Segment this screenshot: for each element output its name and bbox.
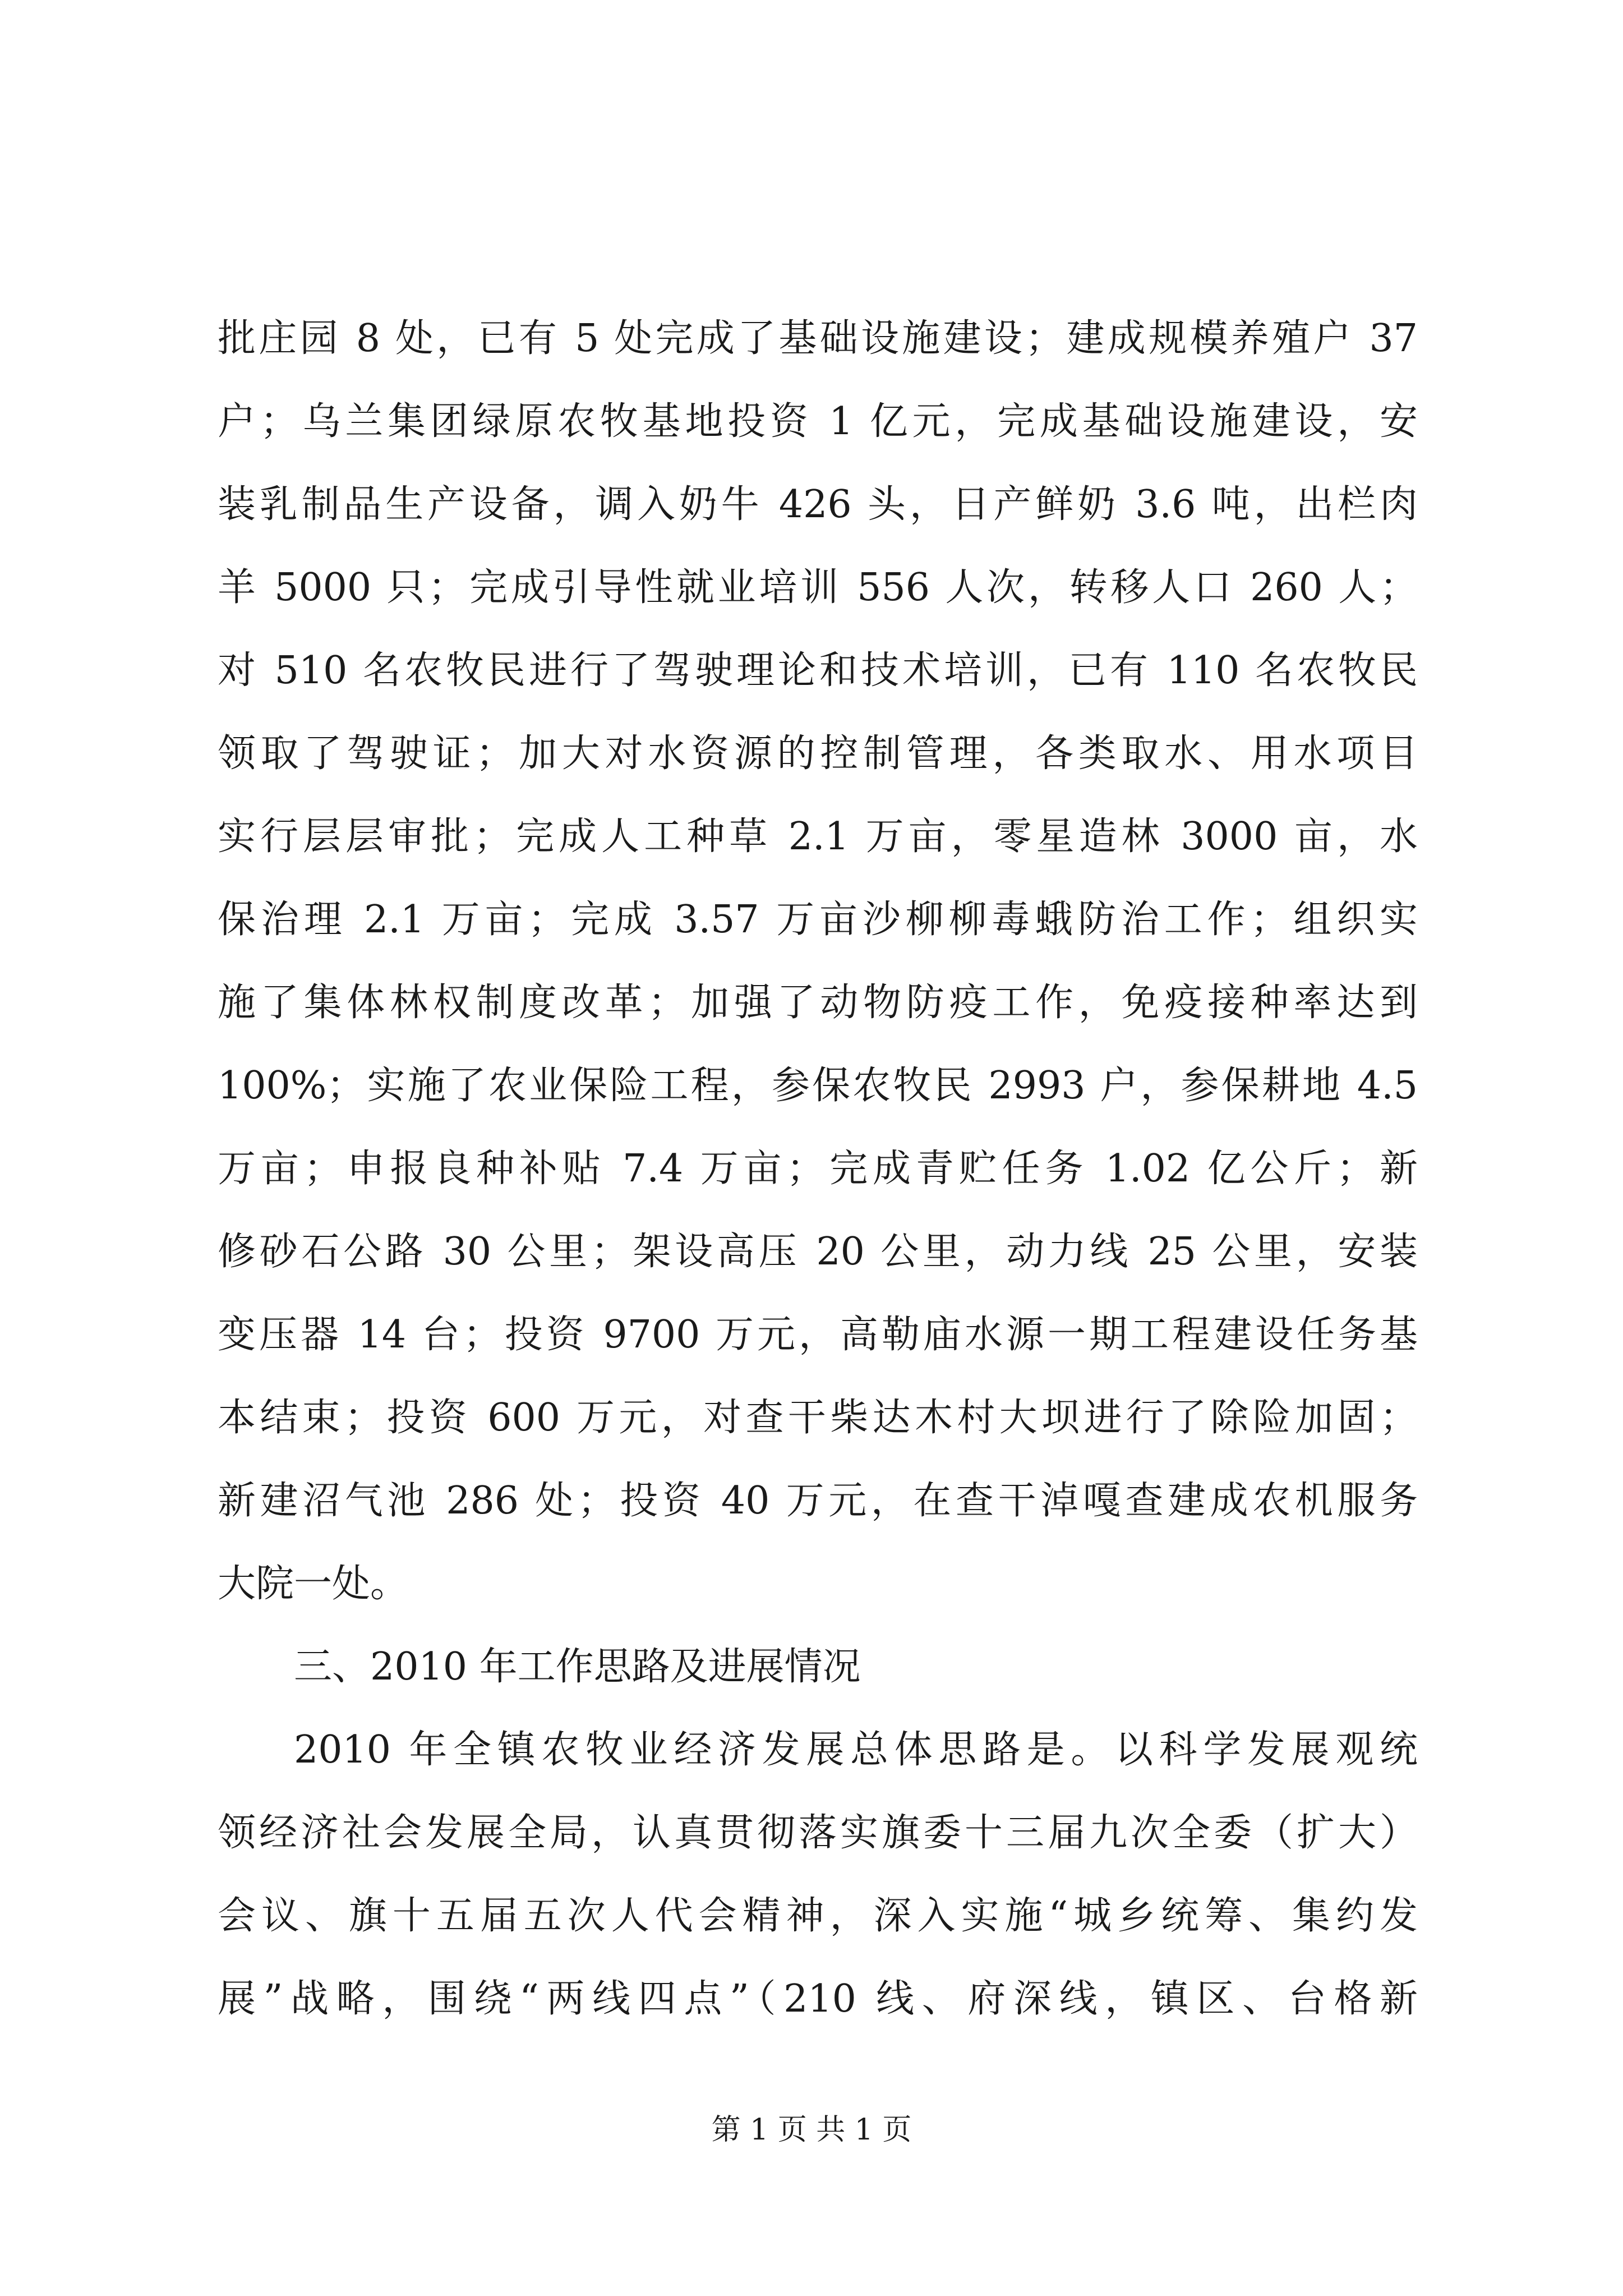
text-line: 施了集体林权制度改革；加强了动物防疫工作，免疫接种率达到	[218, 981, 1418, 1025]
text-line: 大院一处。	[218, 1562, 409, 1606]
text-line: 羊 5000 只；完成引导性就业培训 556 人次，转移人口 260 人；	[218, 565, 1418, 610]
text-line: 领取了驾驶证；加大对水资源的控制管理，各类取水、用水项目	[218, 731, 1418, 776]
text-line: 装乳制品生产设备，调入奶牛 426 头，日产鲜奶 3.6 吨，出栏肉	[218, 482, 1418, 527]
text-line: 本结束；投资 600 万元，对查干柴达木村大坝进行了除险加固；	[218, 1396, 1418, 1440]
text-line: 变压器 14 台；投资 9700 万元，高勒庙水源一期工程建设任务基	[218, 1313, 1418, 1357]
text-line: 对 510 名农牧民进行了驾驶理论和技术培训，已有 110 名农牧民	[218, 648, 1418, 693]
text-line: 户；乌兰集团绿原农牧基地投资 1 亿元，完成基础设施建设，安	[218, 399, 1418, 444]
text-line: 会议、旗十五届五次人代会精神，深入实施“城乡统筹、集约发	[218, 1894, 1418, 1938]
text-line: 实行层层审批；完成人工种草 2.1 万亩，零星造林 3000 亩，水	[218, 815, 1418, 859]
text-line: 修砂石公路 30 公里；架设高压 20 公里，动力线 25 公里，安装	[218, 1230, 1418, 1274]
document-body	[218, 297, 1418, 2041]
text-line: 新建沼气池 286 处；投资 40 万元，在查干淖嘎查建成农机服务	[218, 1479, 1418, 1523]
text-line: 2010 年全镇农牧业经济发展总体思路是。以科学发展观统	[294, 1728, 1418, 1772]
page-footer: 第 1 页 共 1 页	[711, 2113, 912, 2147]
section-heading: 三、2010 年工作思路及进展情况	[294, 1645, 861, 1689]
text-line: 保治理 2.1 万亩；完成 3.57 万亩沙柳柳毒蛾防治工作；组织实	[218, 898, 1418, 942]
text-line: 领经济社会发展全局，认真贯彻落实旗委十三届九次全委（扩大）	[218, 1811, 1418, 1855]
text-line: 展”战略，围绕“两线四点”（210 线、府深线，镇区、台格新	[218, 1977, 1418, 2021]
text-line: 批庄园 8 处，已有 5 处完成了基础设施建设；建成规模养殖户 37	[218, 316, 1418, 361]
text-line: 万亩；申报良种补贴 7.4 万亩；完成青贮任务 1.02 亿公斤；新	[218, 1147, 1418, 1191]
text-line: 100%；实施了农业保险工程，参保农牧民 2993 户，参保耕地 4.5	[218, 1064, 1418, 1108]
